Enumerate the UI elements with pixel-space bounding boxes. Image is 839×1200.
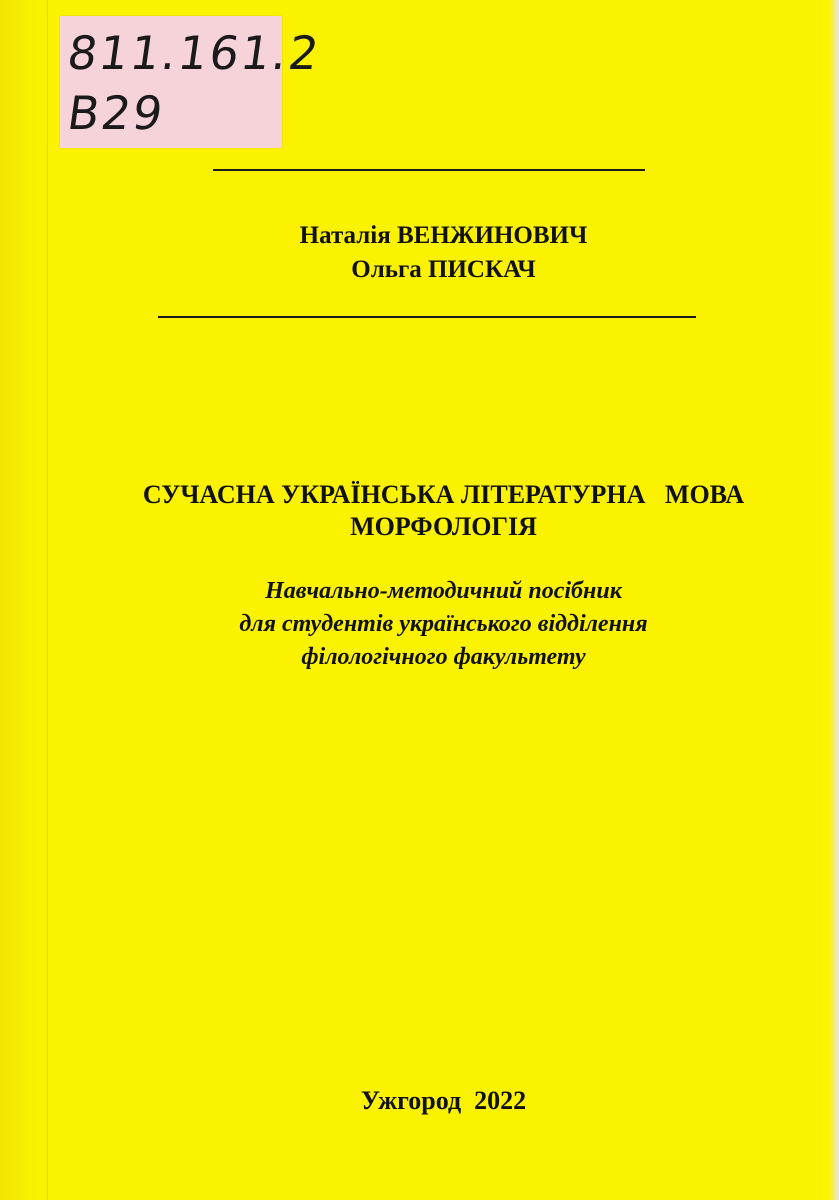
book-title-line-1: СУЧАСНА УКРАЇНСЬКА ЛІТЕРАТУРНА МОВА <box>142 480 745 509</box>
subtitle-line-1: Навчально-методичний посібник <box>265 578 622 604</box>
top-divider <box>213 169 645 171</box>
bottom-divider <box>158 316 696 318</box>
book-title-line-2: МОРФОЛОГІЯ <box>350 512 537 541</box>
spine-edge <box>0 0 48 1200</box>
library-call-number-sticker <box>60 16 324 148</box>
author-2: Ольга ПИСКАЧ <box>351 256 536 283</box>
author-mark: В29 <box>64 86 168 140</box>
subtitle-line-2: для студентів українського відділення <box>239 611 648 637</box>
classification-code: 811.161.2 <box>64 26 324 80</box>
imprint-place-year: Ужгород 2022 <box>360 1086 527 1115</box>
author-1: Наталія ВЕНЖИНОВИЧ <box>299 222 588 249</box>
subtitle-line-3: філологічного факультету <box>301 644 586 670</box>
